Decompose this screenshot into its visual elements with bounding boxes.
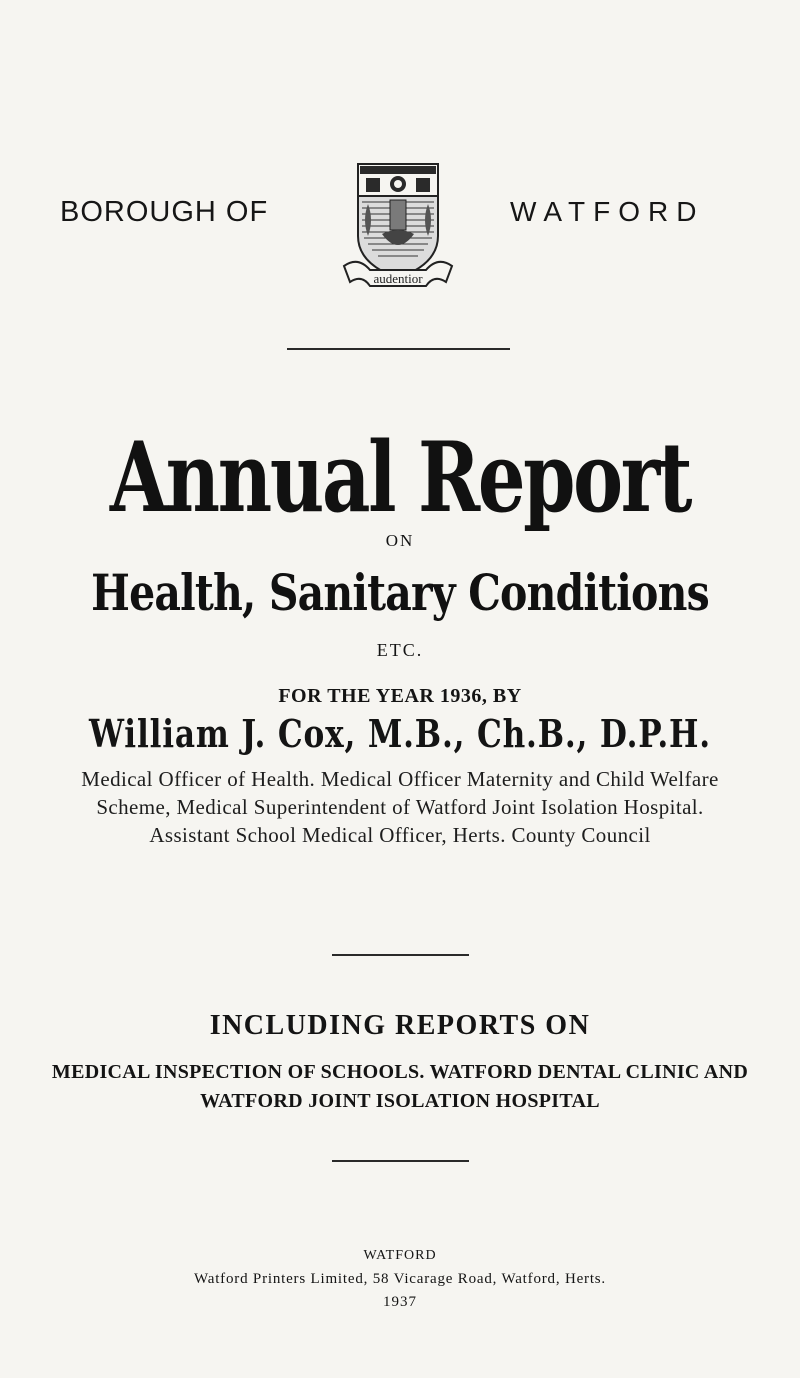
including-heading: INCLUDING REPORTS ON [209, 1010, 591, 1041]
header-watford: WATFORD [510, 196, 705, 227]
including-text: MEDICAL INSPECTION OF SCHOOLS. WATFORD DENTAL CLINIC AND WATFORD JOINT ISOLATION HOSPITAL [51, 1061, 749, 1112]
divider-top [287, 348, 510, 350]
imprint-town: WATFORD [363, 1248, 437, 1263]
crest-motto: audentior [373, 271, 423, 286]
header-borough-of: BOROUGH OF [60, 196, 269, 228]
report-title: Annual Report [109, 421, 691, 534]
report-subtitle: Health, Sanitary Conditions [91, 563, 709, 622]
imprint-year: 1937 [383, 1294, 417, 1310]
divider-middle [332, 954, 469, 956]
connector-on: ON [385, 531, 415, 550]
year-line: FOR THE YEAR 1936, BY [278, 685, 522, 707]
imprint-printer: Watford Printers Limited, 58 Vicarage Road, Watford, Herts. [194, 1271, 606, 1287]
etc-label: ETC. [376, 640, 424, 660]
author-name: William J. Cox, M.B., Ch.B., D.P.H. [89, 711, 711, 756]
author-description: Medical Officer of Health. Medical Officer Maternity and Child Welfare Scheme, Medical Superintendent of Watford Joint Isolation Hospital. Assistant School Medical Officer, Herts. County Council [81, 767, 719, 847]
borough-crest-icon [338, 160, 458, 300]
divider-bottom [332, 1160, 469, 1162]
